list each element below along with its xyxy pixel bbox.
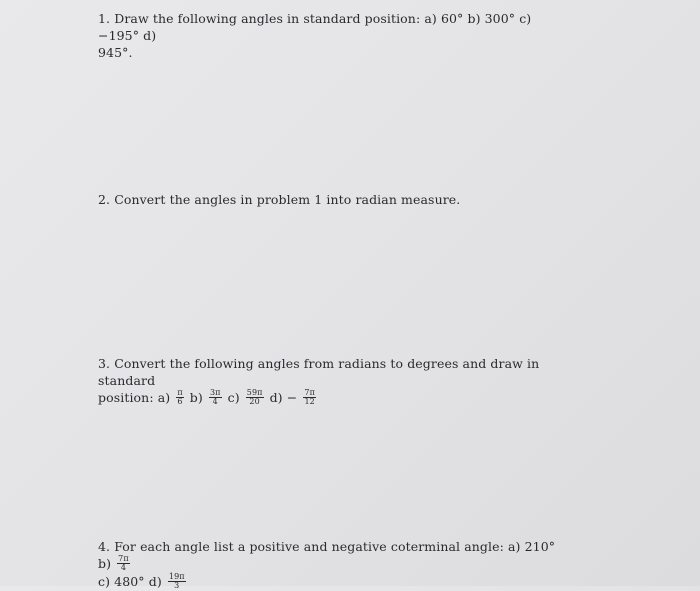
fraction-b: $\frac{3\pi}{4}$ bbox=[209, 388, 221, 406]
problem-4 bbox=[98, 538, 568, 591]
problem-2-text: 2. Convert the angles in problem 1 into radian measure. bbox=[98, 192, 461, 207]
problem-1-line-2: 945°. bbox=[98, 45, 133, 60]
label-d: d) − bbox=[269, 390, 298, 405]
fraction-d: $\frac{7\pi}{12}$ bbox=[304, 388, 315, 406]
label-b: b) bbox=[189, 390, 203, 405]
problem-4-line-2-prefix: c) 480° d) bbox=[98, 574, 162, 589]
label-c: c) bbox=[227, 390, 240, 405]
problem-4-line-1 bbox=[98, 538, 568, 573]
fraction-4b: $\frac{7\pi}{4}$ bbox=[118, 554, 129, 572]
problem-3-line-1: 3. Convert the following angles from radians to degrees and draw in standard bbox=[98, 356, 540, 388]
problem-1 bbox=[98, 10, 568, 61]
problem-2 bbox=[98, 191, 568, 208]
fraction-c: $\frac{59\pi}{20}$ bbox=[246, 388, 263, 406]
problem-1-line-1: 1. Draw the following angles in standard position: a) 60° b) 300° c) −195° d) bbox=[98, 11, 532, 43]
problem-4-line-1-text: 4. For each angle list a positive and negative coterminal angle: a) 210° b) bbox=[98, 539, 556, 571]
problem-4-line-2 bbox=[98, 573, 568, 591]
problem-3-line-2 bbox=[98, 389, 568, 407]
fraction-4d: $\frac{19\pi}{3}$ bbox=[168, 572, 185, 590]
fraction-a: $\frac{\pi}{6}$ bbox=[177, 388, 183, 406]
problem-3-prefix: position: a) bbox=[98, 390, 171, 405]
problem-3 bbox=[98, 355, 568, 407]
